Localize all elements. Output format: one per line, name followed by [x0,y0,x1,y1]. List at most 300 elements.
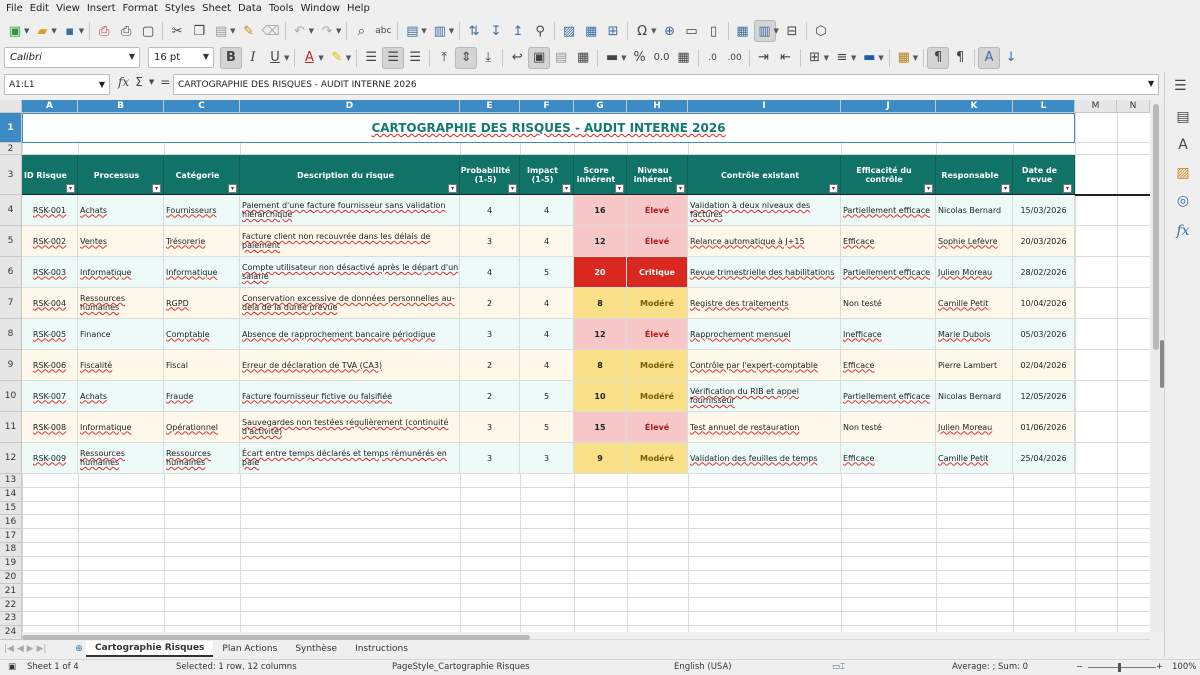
impact-value: 4 [543,236,550,246]
row-header-13[interactable]: 13 [0,474,22,488]
efficacy-cell[interactable] [841,381,936,412]
sort-icon[interactable]: ⇅ [468,23,480,39]
expand-formula-bar-icon[interactable]: ▼ [1148,79,1155,88]
score-cell[interactable] [574,350,627,381]
review-date-cell[interactable] [1013,412,1075,443]
find-replace-icon[interactable]: ⌕ [357,23,365,39]
category-cell[interactable] [164,226,240,257]
cut-icon[interactable]: ✂ [171,23,183,39]
control-cell[interactable] [688,288,841,319]
row-icon[interactable]: ▤ [406,23,419,39]
spreadsheet-grid[interactable] [0,100,1150,638]
sheet-title-cell[interactable] [22,113,1075,143]
gallery-icon[interactable]: ▨ [1176,165,1190,181]
description-cell[interactable] [240,319,460,350]
paste-icon[interactable]: ▤ [215,23,228,39]
row-header-11[interactable]: 11 [0,412,22,443]
category-cell[interactable] [164,443,240,474]
description-cell[interactable] [240,350,460,381]
table-header-cell[interactable] [627,155,688,195]
select-all-corner[interactable] [0,100,22,113]
autofilter-dropdown-icon[interactable]: ▾ [1063,184,1072,193]
impact-cell[interactable] [520,319,574,350]
language[interactable]: English (USA) [674,662,732,672]
row-header-1[interactable]: 1 [0,113,22,143]
column-icon[interactable]: ▥ [433,23,446,39]
autofilter-dropdown-icon[interactable]: ▾ [508,184,517,193]
efficacy-cell[interactable] [841,319,936,350]
impact-cell[interactable] [520,412,574,443]
level-cell[interactable] [627,226,688,257]
row-header-17[interactable]: 17 [0,529,22,543]
category-cell[interactable] [164,381,240,412]
align-top-icon[interactable]: ⤒ [441,50,448,65]
probability-cell[interactable] [460,350,520,381]
functions-icon[interactable]: fx [1176,223,1190,239]
autofilter-dropdown-icon[interactable]: ▾ [448,184,457,193]
level-cell[interactable] [627,195,688,226]
clone-formatting-icon[interactable]: ✎ [243,23,255,39]
tab-instructions[interactable]: Instructions [355,644,408,654]
probability-cell[interactable] [460,288,520,319]
row-header-23[interactable]: 23 [0,612,22,626]
category-cell[interactable] [164,288,240,319]
print-icon[interactable]: ⎙ [120,23,132,39]
menu-styles[interactable]: Styles [164,3,196,14]
sidebar-menu-icon[interactable]: ☰ [1174,78,1187,94]
text-horizontal-icon[interactable]: A [978,47,1000,69]
description-cell[interactable] [240,257,460,288]
selection-mode-icon[interactable]: ▭⌶ [832,662,846,672]
column-header-g[interactable]: G [574,100,627,113]
review-date-cell[interactable] [1013,319,1075,350]
table-header-cell[interactable] [460,155,520,195]
column-header-h[interactable]: H [627,100,688,113]
score-cell[interactable] [574,195,627,226]
impact-cell[interactable] [520,257,574,288]
review-date-cell[interactable] [1013,288,1075,319]
sum-summary[interactable]: Average: ; Sum: 0 [952,662,1029,672]
impact-cell[interactable] [520,195,574,226]
id-cell[interactable] [22,381,78,412]
copy-icon[interactable]: ❐ [193,23,205,39]
level-cell[interactable] [627,257,688,288]
id-cell[interactable] [22,257,78,288]
table-header-cell[interactable] [240,155,460,195]
level-cell[interactable] [627,288,688,319]
chevron-down-icon[interactable]: ▼ [202,52,209,61]
probability-cell[interactable] [460,381,520,412]
control-cell[interactable] [688,226,841,257]
control-cell[interactable] [688,257,841,288]
formula-equals-icon[interactable]: = [160,75,171,89]
align-left-icon[interactable]: ☰ [365,50,377,65]
process-cell[interactable] [78,412,164,443]
impact-cell[interactable] [520,443,574,474]
owner-cell[interactable] [936,257,1013,288]
column-header-l[interactable]: L [1013,100,1075,113]
process-cell[interactable] [78,350,164,381]
define-print-area-icon[interactable]: ▦ [736,23,749,39]
owner-cell[interactable] [936,381,1013,412]
row-header-2[interactable]: 2 [0,143,22,155]
tab-plan-actions[interactable]: Plan Actions [222,644,278,654]
probability-cell[interactable] [460,195,520,226]
probability-value: 2 [486,391,493,401]
currency-format-icon[interactable]: ▬ [606,50,619,65]
page-style[interactable]: PageStyle_Cartographie Risques [392,662,530,672]
id-cell[interactable] [22,350,78,381]
first-sheet-icon[interactable]: |◀ [4,644,14,654]
tab-navigation-buttons[interactable] [4,642,72,656]
table-header-cell[interactable] [1013,155,1075,195]
autofilter-icon[interactable]: ⚲ [535,23,545,39]
menu-tools[interactable]: Tools [268,3,294,14]
next-sheet-icon[interactable]: ▶ [26,644,34,654]
add-decimal-icon[interactable]: .0 [708,52,717,63]
unmerge-cells-icon[interactable]: ▦ [577,50,590,65]
merge-center-icon[interactable]: ▣ [528,47,550,69]
vertical-scroll-thumb[interactable] [1153,104,1159,350]
owner-cell[interactable] [936,412,1013,443]
comment-icon[interactable]: ▭ [685,23,698,39]
owner-cell[interactable] [936,443,1013,474]
review-date-cell[interactable] [1013,381,1075,412]
autofilter-dropdown-icon[interactable]: ▾ [562,184,571,193]
column-header-b[interactable]: B [78,100,164,113]
tab-cartographie-risques[interactable]: Cartographie Risques [86,641,213,657]
score-cell[interactable] [574,319,627,350]
special-character-icon[interactable]: Ω [637,23,648,39]
row-header-10[interactable]: 10 [0,381,22,412]
row-header-16[interactable]: 16 [0,515,22,529]
process-cell[interactable] [78,288,164,319]
column-header-m[interactable]: M [1075,100,1117,113]
chevron-down-icon[interactable]: ▼ [98,80,105,89]
borders-icon[interactable]: ⊞ [809,50,821,65]
impact-cell[interactable] [520,226,574,257]
date-format-icon[interactable]: ▦ [677,50,690,65]
owner-cell[interactable] [936,350,1013,381]
process-cell[interactable] [78,195,164,226]
menu-insert[interactable]: Insert [86,3,116,14]
efficacy-cell[interactable] [841,350,936,381]
control-cell[interactable] [688,350,841,381]
control-cell[interactable] [688,319,841,350]
border-style-icon[interactable]: ≡ [836,50,848,65]
zoom-in-icon[interactable]: + [1156,662,1164,672]
sum-dropdown-icon[interactable]: ▼ [148,78,155,86]
description-cell[interactable] [240,226,460,257]
zoom-out-icon[interactable]: − [1076,662,1084,672]
align-middle-icon[interactable]: ⇕ [455,47,477,69]
efficacy-cell[interactable] [841,195,936,226]
menu-window[interactable]: Window [300,3,340,14]
level-cell[interactable] [627,412,688,443]
row-header-7[interactable]: 7 [0,288,22,319]
highlight-color-icon[interactable]: ✎ [331,50,343,65]
font-size-combo[interactable] [148,47,214,68]
last-sheet-icon[interactable]: ▶| [36,644,47,654]
menu-format[interactable]: Format [122,3,158,14]
category-cell[interactable] [164,350,240,381]
score-cell[interactable] [574,288,627,319]
process-value: Informatique [80,267,132,277]
number-format-icon[interactable]: 0.0 [653,52,670,63]
probability-cell[interactable] [460,443,520,474]
process-cell[interactable] [78,257,164,288]
text-vertical-icon[interactable]: ↓ [1005,50,1017,65]
control-cell[interactable] [688,412,841,443]
left-to-right-icon[interactable]: ¶ [927,47,949,69]
show-draw-functions-icon[interactable]: ⬡ [815,23,827,39]
table-header-cell[interactable] [78,155,164,195]
headers-footers-icon[interactable]: ▯ [709,23,718,39]
category-cell[interactable] [164,257,240,288]
row-header-4[interactable]: 4 [0,195,22,226]
efficacy-cell[interactable] [841,257,936,288]
efficacy-value: Inefficace [843,329,882,339]
row-header-12[interactable]: 12 [0,443,22,474]
bold-icon[interactable]: B [220,47,242,69]
grid-line-vertical [1075,113,1076,632]
impact-cell[interactable] [520,288,574,319]
review-date-cell[interactable] [1013,350,1075,381]
autofilter-dropdown-icon[interactable]: ▾ [615,184,624,193]
column-header-c[interactable]: C [164,100,240,113]
menu-data[interactable]: Data [238,3,262,14]
control-value: Revue trimestrielle des habilitations [690,267,835,277]
row-header-14[interactable]: 14 [0,488,22,502]
probability-cell[interactable] [460,412,520,443]
row-header-22[interactable]: 22 [0,598,22,612]
id-cell[interactable] [22,319,78,350]
insert-chart-icon[interactable]: ▦ [584,23,598,39]
increase-indent-icon[interactable]: ⇥ [758,50,770,65]
review-date-cell[interactable] [1013,226,1075,257]
level-cell[interactable] [627,443,688,474]
freeze-rows-columns-icon[interactable]: ▥ [754,20,776,42]
category-cell[interactable] [164,319,240,350]
zoom-slider-knob[interactable] [1118,663,1121,672]
sort-ascending-icon[interactable]: ↧ [490,23,502,39]
owner-cell[interactable] [936,288,1013,319]
wrap-text-icon[interactable]: ↩ [511,50,523,65]
formula-input[interactable] [173,74,1159,95]
toolbar-separator [923,49,924,67]
column-header-a[interactable]: A [22,100,78,113]
column-header-j[interactable]: J [841,100,936,113]
column-header-d[interactable]: D [240,100,460,113]
autofilter-dropdown-icon[interactable]: ▾ [1001,184,1010,193]
conditional-format-icon[interactable]: ▦ [897,50,910,65]
tab-synth-se[interactable]: Synthèse [295,644,338,654]
header-label: Score inhérent [576,166,616,184]
autofilter-dropdown-icon[interactable]: ▾ [66,184,75,193]
efficacy-cell[interactable] [841,288,936,319]
review-date-cell[interactable] [1013,443,1075,474]
font-color-icon[interactable]: A [304,50,314,65]
owner-cell[interactable] [936,195,1013,226]
autofilter-dropdown-icon[interactable]: ▾ [152,184,161,193]
delete-decimal-icon[interactable]: .00 [727,52,742,63]
print-preview-icon[interactable]: ▢ [142,23,155,39]
prev-sheet-icon[interactable]: ◀ [16,644,24,654]
probability-cell[interactable] [460,257,520,288]
sidebar-collapse-handle[interactable] [1160,340,1164,388]
table-header-cell[interactable] [688,155,841,195]
name-box[interactable] [4,74,110,95]
table-header-cell[interactable] [841,155,936,195]
id-cell[interactable] [22,226,78,257]
impact-cell[interactable] [520,350,574,381]
table-header-cell[interactable] [22,155,78,195]
column-header-e[interactable]: E [460,100,520,113]
sum-icon[interactable]: Σ [135,75,143,89]
undo-icon[interactable]: ↶ [294,23,306,39]
split-window-icon[interactable]: ⊟ [786,23,798,39]
menu-help[interactable]: Help [347,3,370,14]
table-header-cell[interactable] [520,155,574,195]
new-document-icon[interactable]: ▣ [8,23,22,39]
score-cell[interactable] [574,226,627,257]
add-sheet-icon[interactable]: ⊕ [75,644,83,654]
probability-cell[interactable] [460,226,520,257]
align-right-icon[interactable]: ☰ [409,50,421,65]
row-header-18[interactable]: 18 [0,543,22,557]
column-header-f[interactable]: F [520,100,574,113]
merge-cells-icon[interactable]: ▤ [555,50,568,65]
score-cell[interactable] [574,257,627,288]
process-cell[interactable] [78,443,164,474]
navigator-icon[interactable]: ◎ [1176,193,1190,209]
description-cell[interactable] [240,288,460,319]
category-value: Trésorerie [166,236,206,246]
category-cell[interactable] [164,412,240,443]
control-cell[interactable] [688,195,841,226]
impact-value: 5 [543,391,550,401]
percent-format-icon[interactable]: % [633,50,646,65]
function-wizard-icon[interactable]: fx [118,75,130,89]
level-cell[interactable] [627,381,688,412]
styles-icon[interactable]: A [1178,137,1188,153]
row-header-19[interactable]: 19 [0,557,22,571]
row-header-15[interactable]: 15 [0,502,22,516]
row-header-24[interactable]: 24 [0,626,22,640]
process-cell[interactable] [78,319,164,350]
control-cell[interactable] [688,381,841,412]
id-cell[interactable] [22,195,78,226]
grid-line-horizontal [22,542,1150,543]
decrease-indent-icon[interactable]: ⇤ [780,50,792,65]
clear-formatting-icon[interactable]: ⌫ [261,23,280,39]
level-cell[interactable] [627,350,688,381]
column-header-k[interactable]: K [936,100,1013,113]
row-header-21[interactable]: 21 [0,584,22,598]
menu-edit[interactable]: Edit [29,3,50,14]
impact-cell[interactable] [520,381,574,412]
review-date-value: 28/02/2026 [1020,267,1067,277]
score-cell[interactable] [574,443,627,474]
insert-image-icon[interactable]: ▨ [562,23,576,39]
description-cell[interactable] [240,412,460,443]
align-center-icon[interactable]: ☰ [382,47,404,69]
description-cell[interactable] [240,381,460,412]
border-color-icon[interactable]: ▬ [863,50,876,65]
redo-icon[interactable]: ↷ [321,23,333,39]
autofilter-dropdown-icon[interactable]: ▾ [228,184,237,193]
review-date-cell[interactable] [1013,195,1075,226]
align-bottom-icon[interactable]: ⤓ [485,50,492,65]
zoom-slider[interactable] [1088,667,1156,668]
menu-file[interactable]: File [6,3,23,14]
properties-icon[interactable]: ▤ [1176,109,1190,125]
italic-icon[interactable]: I [250,50,256,65]
zoom-level[interactable]: 100% [1172,662,1197,672]
impact-value: 4 [543,205,550,215]
category-cell[interactable] [164,195,240,226]
owner-cell[interactable] [936,226,1013,257]
level-cell[interactable] [627,319,688,350]
row-header-20[interactable]: 20 [0,571,22,585]
probability-cell[interactable] [460,319,520,350]
row-header-5[interactable]: 5 [0,226,22,257]
chevron-down-icon[interactable]: ▼ [128,52,135,61]
control-cell[interactable] [688,443,841,474]
column-header-i[interactable]: I [688,100,841,113]
efficacy-cell[interactable] [841,412,936,443]
selection-info: Selected: 1 row, 12 columns [176,662,297,672]
efficacy-cell[interactable] [841,443,936,474]
autofilter-dropdown-icon[interactable]: ▾ [829,184,838,193]
row-header-8[interactable]: 8 [0,319,22,350]
id-cell[interactable] [22,288,78,319]
menu-sheet[interactable]: Sheet [202,3,232,14]
autofilter-dropdown-icon[interactable]: ▾ [924,184,933,193]
autofilter-dropdown-icon[interactable]: ▾ [676,184,685,193]
score-cell[interactable] [574,381,627,412]
export-pdf-icon[interactable]: ⎙ [98,23,110,39]
description-cell[interactable] [240,443,460,474]
save-icon[interactable]: ▪ [65,23,75,39]
font-name-combo[interactable] [4,47,140,68]
description-cell[interactable] [240,195,460,226]
row-header-6[interactable]: 6 [0,257,22,288]
underline-icon[interactable]: U [270,50,280,65]
open-folder-icon[interactable]: ▰ [37,23,48,39]
table-header-cell[interactable] [936,155,1013,195]
sort-descending-icon[interactable]: ↥ [512,23,524,39]
score-cell[interactable] [574,412,627,443]
table-header-cell[interactable] [574,155,627,195]
hyperlink-icon[interactable]: ⊕ [664,23,675,39]
process-cell[interactable] [78,226,164,257]
spellcheck-icon[interactable]: abc [375,26,392,36]
review-date-cell[interactable] [1013,257,1075,288]
efficacy-cell[interactable] [841,226,936,257]
pivot-table-icon[interactable]: ⊞ [607,23,619,39]
id-cell[interactable] [22,412,78,443]
row-header-9[interactable]: 9 [0,350,22,381]
owner-cell[interactable] [936,319,1013,350]
right-to-left-icon[interactable]: ¶ [955,50,965,65]
menu-view[interactable]: View [56,3,80,14]
id-cell[interactable] [22,443,78,474]
row-header-3[interactable]: 3 [0,155,22,195]
column-header-n[interactable]: N [1117,100,1150,113]
process-cell[interactable] [78,381,164,412]
table-header-cell[interactable] [164,155,240,195]
